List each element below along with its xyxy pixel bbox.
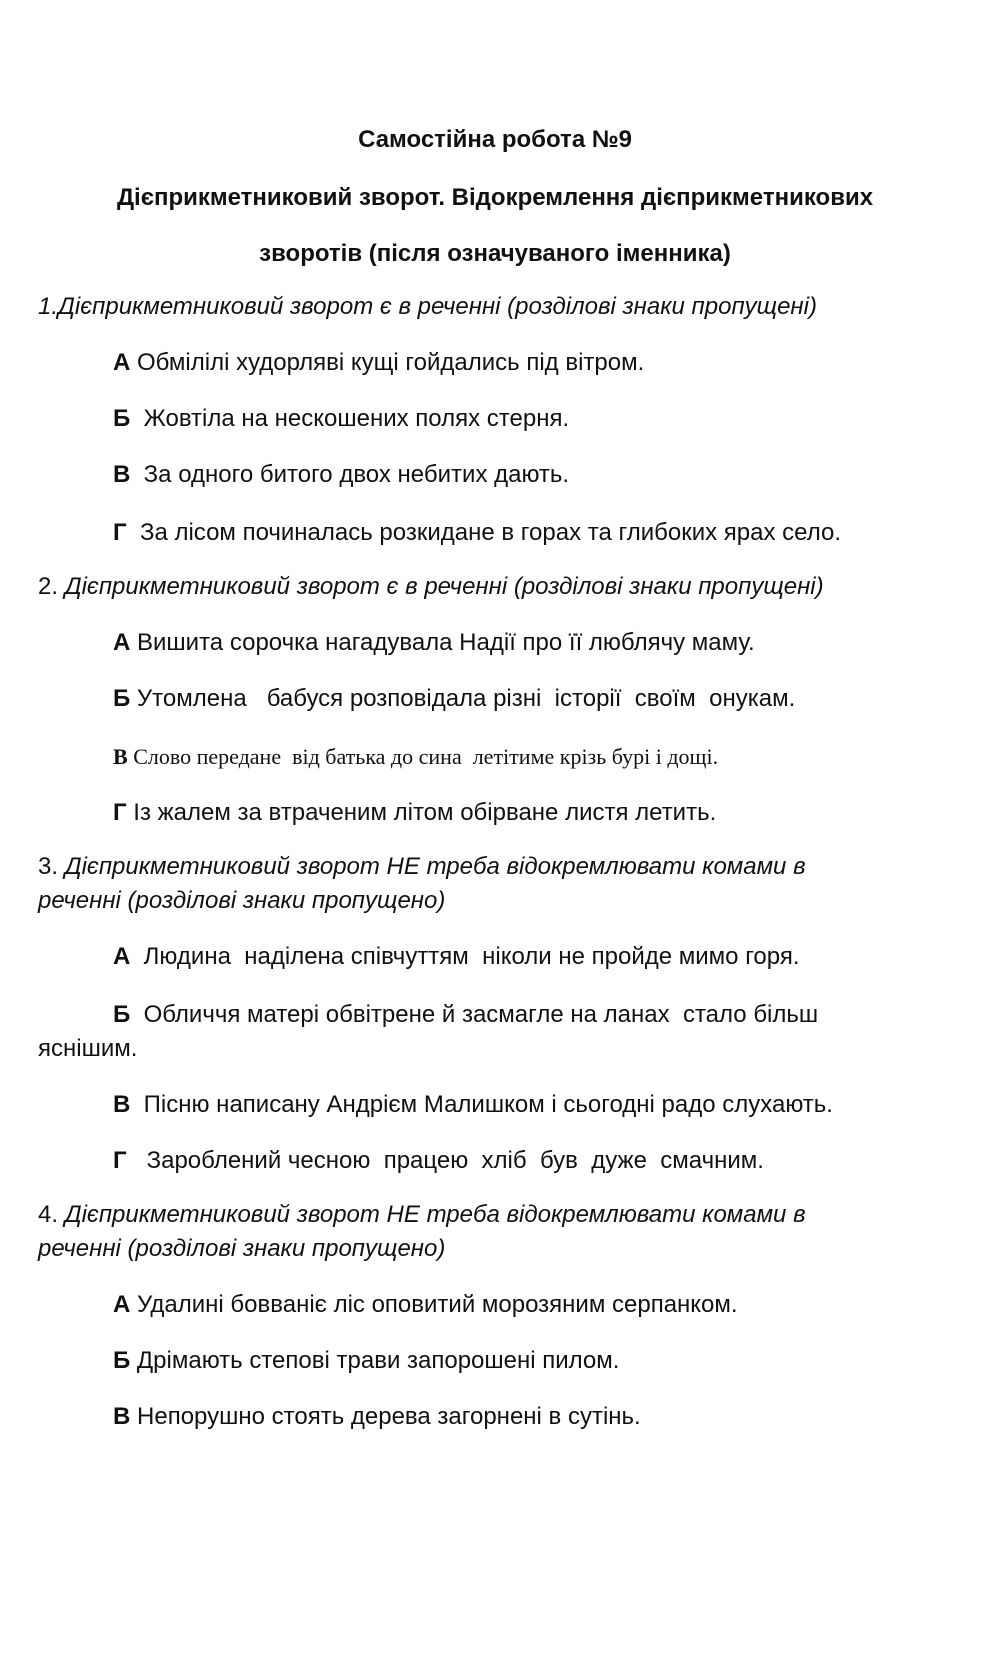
question-1	[38, 290, 948, 324]
option-text: Дрімають степові трави запорошені пилом.	[130, 1347, 620, 1374]
topic-line-1: Дієприкметниковий зворот. Відокремлення дієприкметникових	[116, 184, 874, 211]
option-text: За лісом починалась розкидане в горах та глибоких ярах село.	[126, 519, 841, 546]
option-text: Обмілілі худорляві кущі гойдались під вітром.	[130, 349, 645, 376]
question-number: 1.	[38, 293, 59, 320]
question-text-continued: реченні (розділові знаки пропущено)	[38, 1235, 446, 1262]
question-number: 3.	[38, 853, 65, 880]
option-text: Утомлена бабуся розповідала різні історії своїм онукам.	[130, 685, 796, 712]
question-text: Дієприкметниковий зворот НЕ треба відокремлювати комами в	[64, 1201, 806, 1228]
option-letter: Г	[113, 1147, 127, 1174]
option-v	[113, 1088, 953, 1122]
question-text-continued: реченні (розділові знаки пропущено)	[38, 887, 446, 914]
option-a	[113, 626, 953, 660]
option-v	[113, 1400, 953, 1434]
topic-line-2: зворотів (після означуваного іменника)	[259, 240, 731, 267]
option-text: Слово передане від батька до сина летітиме крізь бурі і дощі.	[127, 744, 719, 769]
option-h	[113, 796, 953, 830]
question-2	[38, 570, 948, 604]
option-text: Вишита сорочка нагадувала Надії про її люблячу маму.	[130, 629, 755, 656]
option-text: Жовтіла на нескошених полях стерня.	[130, 405, 570, 432]
option-text: Непорушно стоять дерева загорнені в сутінь.	[130, 1403, 641, 1430]
option-text: Удалині бовваніє ліс оповитий морозяним серпанком.	[130, 1291, 738, 1318]
option-text: Обличчя матері обвітрене й засмагле на ланах стало більш	[130, 1001, 819, 1028]
option-text: Людина наділена співчуттям ніколи не пройде мимо горя.	[130, 943, 800, 970]
option-letter: Б	[113, 1001, 131, 1028]
option-letter: А	[113, 1291, 131, 1318]
option-letter: Г	[113, 519, 127, 546]
question-number: 4.	[38, 1201, 65, 1228]
option-b	[113, 998, 953, 1032]
option-v	[113, 740, 953, 774]
option-v	[113, 458, 953, 492]
option-letter: Б	[113, 685, 131, 712]
option-h	[113, 516, 953, 550]
question-4-continued	[38, 1232, 948, 1266]
option-a	[113, 346, 953, 380]
question-text: Дієприкметниковий зворот НЕ треба відокремлювати комами в	[64, 853, 806, 880]
option-text: Пісню написану Андрієм Малишком і сьогодні радо слухають.	[130, 1091, 833, 1118]
option-b	[113, 682, 953, 716]
option-letter: А	[113, 943, 131, 970]
question-4	[38, 1198, 948, 1232]
option-b-continued: яснішим.	[38, 1035, 138, 1062]
option-letter: Б	[113, 1347, 131, 1374]
option-letter: Б	[113, 405, 131, 432]
option-letter: В	[113, 1403, 131, 1430]
option-h	[113, 1144, 953, 1178]
option-letter: В	[113, 461, 131, 488]
option-letter: В	[113, 1091, 131, 1118]
option-a	[113, 1288, 953, 1322]
question-text: Дієприкметниковий зворот є в реченні (розділові знаки пропущені)	[64, 573, 824, 600]
option-text: Із жалем за втраченим літом обірване листя летить.	[126, 799, 717, 826]
option-letter: А	[113, 349, 131, 376]
question-3-continued	[38, 884, 948, 918]
question-number: 2.	[38, 573, 65, 600]
option-b	[113, 1344, 953, 1378]
question-3	[38, 850, 948, 884]
option-letter: В	[113, 744, 128, 769]
option-a	[113, 940, 953, 974]
option-letter: Г	[113, 799, 127, 826]
worksheet-title: Самостійна робота №9	[358, 126, 632, 153]
question-text: Дієприкметниковий зворот є в реченні (розділові знаки пропущені)	[58, 293, 817, 320]
option-text: Зароблений чесною працею хліб був дуже смачним.	[126, 1147, 764, 1174]
option-b	[113, 402, 953, 436]
option-text: За одного битого двох небитих дають.	[130, 461, 570, 488]
option-letter: А	[113, 629, 131, 656]
